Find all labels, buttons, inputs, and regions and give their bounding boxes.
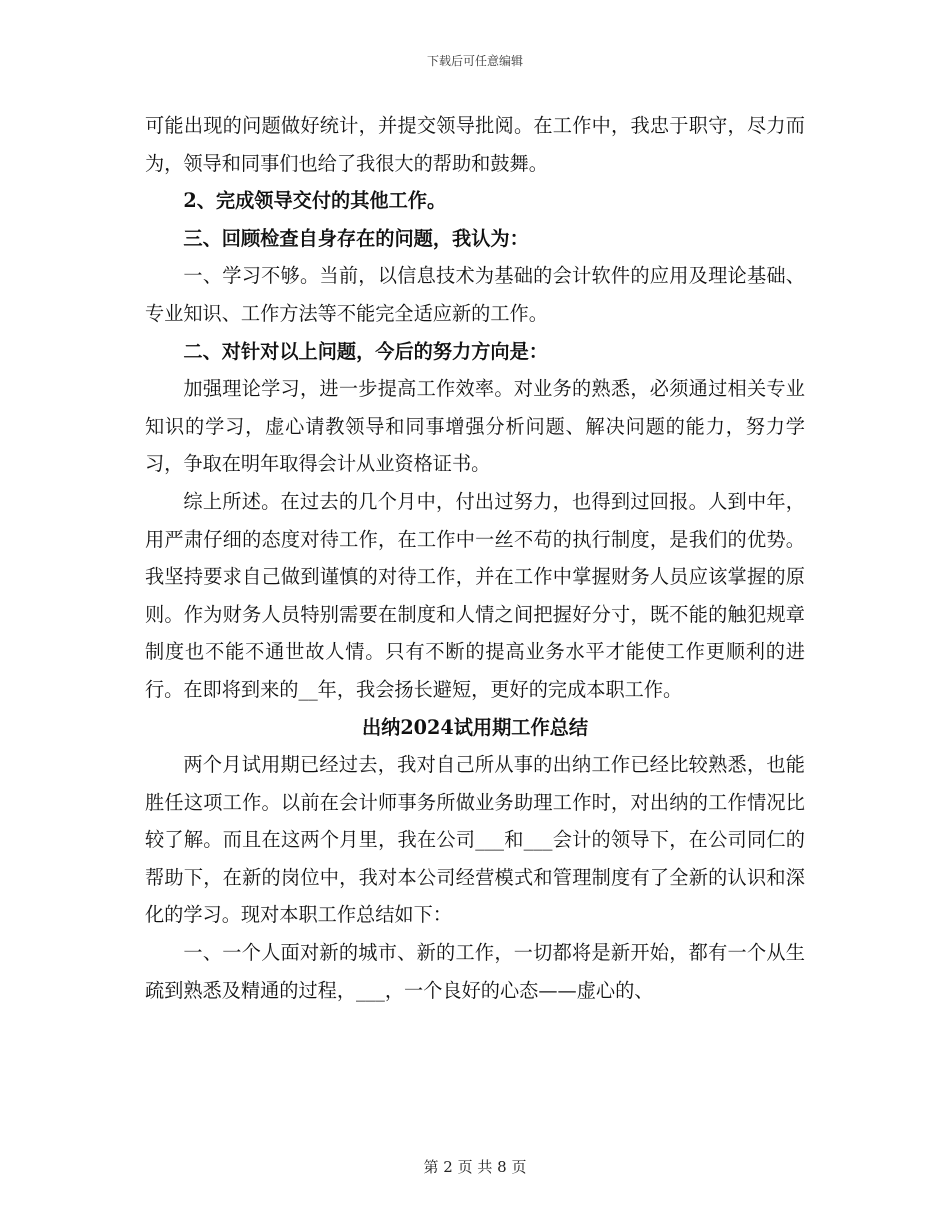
document-body <box>145 107 805 1009</box>
header-note: 下载后可任意编辑 <box>426 54 523 68</box>
item-heading-2: 2、完成领导交付的其他工作。 <box>183 189 447 213</box>
paragraph-1: 可能出现的问题做好统计，并提交领导批阅。在工作中，我忠于职守，尽力而为，领导和同事们也给了我很大的帮助和鼓舞。 <box>145 114 805 175</box>
paragraph-summary: 综上所述。在过去的几个月中，付出过努力，也得到过回报。人到中年，用严肃仔细的态度对待工作，在工作中一丝不苟的执行制度，是我们的优势。我坚持要求自己做到谨慎的对待工作，并在工作中掌握财务人员应该掌握的原则。作为财务人员特别需要在制度和人情之间把握好分寸，既不能的触犯规章制度也不能不通世故人情。只有不断的提高业务水平才能使工作更顺利的进行。在即将到来的__年，我会扬长避短，更好的完成本职工作。 <box>145 489 805 701</box>
section-heading-direction: 二、对针对以上问题，今后的努力方向是： <box>183 339 548 363</box>
section-heading-3: 三、回顾检查自身存在的问题，我认为： <box>183 226 529 250</box>
paragraph-theory-study: 加强理论学习，进一步提高工作效率。对业务的熟悉，必须通过相关专业知识的学习，虚心请教领导和同事增强分析问题、解决问题的能力，努力学习，争取在明年取得会计从业资格证书。 <box>145 377 805 476</box>
paragraph-probation: 两个月试用期已经过去，我对自己所从事的出纳工作已经比较熟悉，也能胜任这项工作。以前在会计师事务所做业务助理工作时，对出纳的工作情况比较了解。而且在这两个月里，我在公司___和___会计的领导下，在公司同仁的帮助下，在新的岗位中，我对本公司经营模式和管理制度有了全新的认识和深化的学习。现对本职工作总结如下： <box>145 753 805 927</box>
paragraph-new-city: 一、一个人面对新的城市、新的工作，一切都将是新开始，都有一个从生疏到熟悉及精通的过程，___，一个良好的心态——虚心的、 <box>145 941 805 1002</box>
paragraph-learning: 一、学习不够。当前，以信息技术为基础的会计软件的应用及理论基础、专业知识、工作方法等不能完全适应新的工作。 <box>145 264 805 325</box>
page-number: 第 2 页 共 8 页 <box>423 1158 527 1176</box>
document-title: 出纳2024试用期工作总结 <box>361 715 589 739</box>
